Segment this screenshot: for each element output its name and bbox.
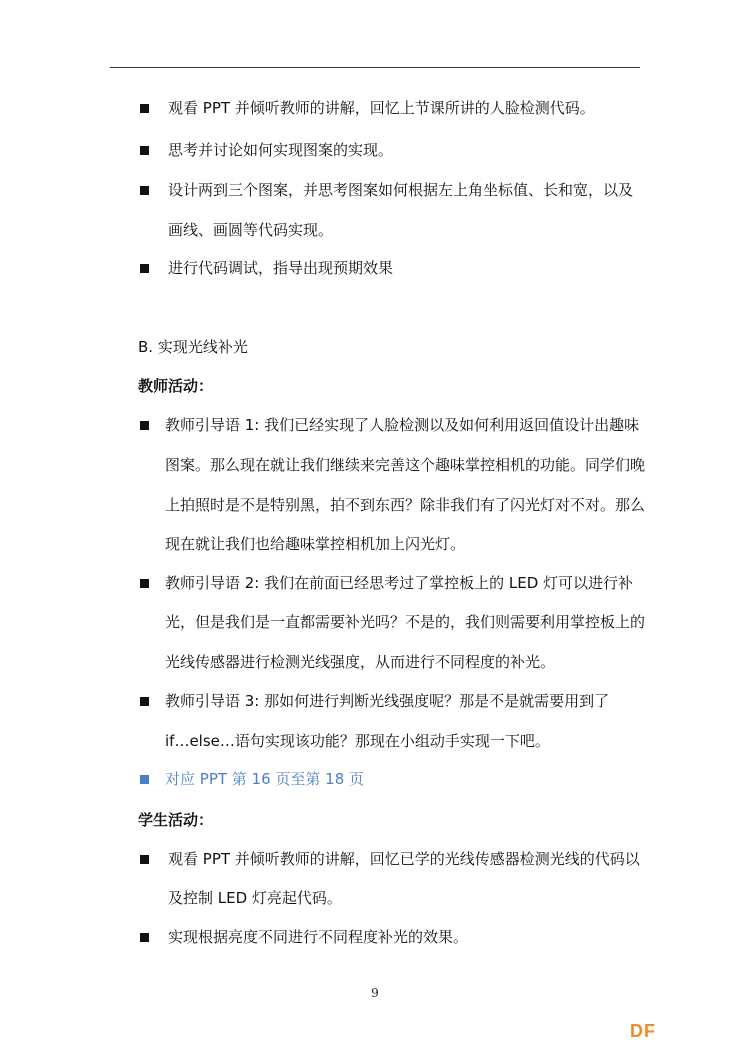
list-item-continuation: 光，但是我们是一直都需要补光吗？不是的，我们则需要利用掌控板上的 (165, 613, 646, 631)
list-item: 观看 PPT 并倾听教师的讲解，回忆已学的光线传感器检测光线的代码以 (168, 850, 640, 868)
list-item-continuation: 光线传感器进行检测光线强度，从而进行不同程度的补光。 (165, 653, 556, 671)
list-item: 教师引导语 2: 我们在前面已经思考过了掌控板上的 LED 灯可以进行补 (165, 574, 634, 592)
bullet-icon (140, 186, 149, 195)
list-item: 设计两到三个图案，并思考图案如何根据左上角坐标值、长和宽，以及 (168, 181, 634, 199)
list-item: 进行代码调试，指导出现预期效果 (168, 259, 394, 277)
list-item-continuation: if…else…语句实现该功能？那现在小组动手实现一下吧。 (165, 732, 550, 750)
student-activity-label: 学生活动： (138, 811, 214, 829)
list-item: 教师引导语 1: 我们已经实现了人脸检测以及如何利用返回值设计出趣味 (165, 416, 640, 434)
ppt-reference: 对应 PPT 第 16 页至第 18 页 (165, 770, 365, 788)
page-number: 9 (371, 986, 379, 1000)
bullet-icon (140, 775, 149, 784)
list-item-continuation: 及控制 LED 灯亮起代码。 (168, 889, 342, 907)
bullet-icon (140, 579, 149, 588)
list-item: 教师引导语 3: 那如何进行判断光线强度呢？那是不是就需要用到了 (165, 692, 610, 710)
bullet-icon (140, 104, 149, 113)
bullet-icon (140, 421, 149, 430)
list-item: 思考并讨论如何实现图案的实现。 (168, 141, 394, 159)
list-item-continuation: 现在就让我们也给趣味掌控相机加上闪光灯。 (165, 535, 466, 553)
list-item-continuation: 画线、画圆等代码实现。 (168, 221, 334, 239)
list-item: 实现根据亮度不同进行不同程度补光的效果。 (168, 928, 469, 946)
list-item-continuation: 上拍照时是不是特别黑，拍不到东西？除非我们有了闪光灯对不对。那么 (165, 496, 646, 514)
bullet-icon (140, 146, 149, 155)
watermark-logo: DF (630, 1021, 656, 1041)
list-item: 观看 PPT 并倾听教师的讲解，回忆上节课所讲的人脸检测代码。 (168, 99, 595, 117)
header-rule (110, 67, 640, 68)
bullet-icon (140, 933, 149, 942)
bullet-icon (140, 855, 149, 864)
bullet-icon (140, 264, 149, 273)
bullet-icon (140, 697, 149, 706)
section-heading: B. 实现光线补光 (138, 338, 248, 356)
list-item-continuation: 图案。那么现在就让我们继续来完善这个趣味掌控相机的功能。同学们晚 (165, 456, 646, 474)
teacher-activity-label: 教师活动： (138, 377, 214, 395)
